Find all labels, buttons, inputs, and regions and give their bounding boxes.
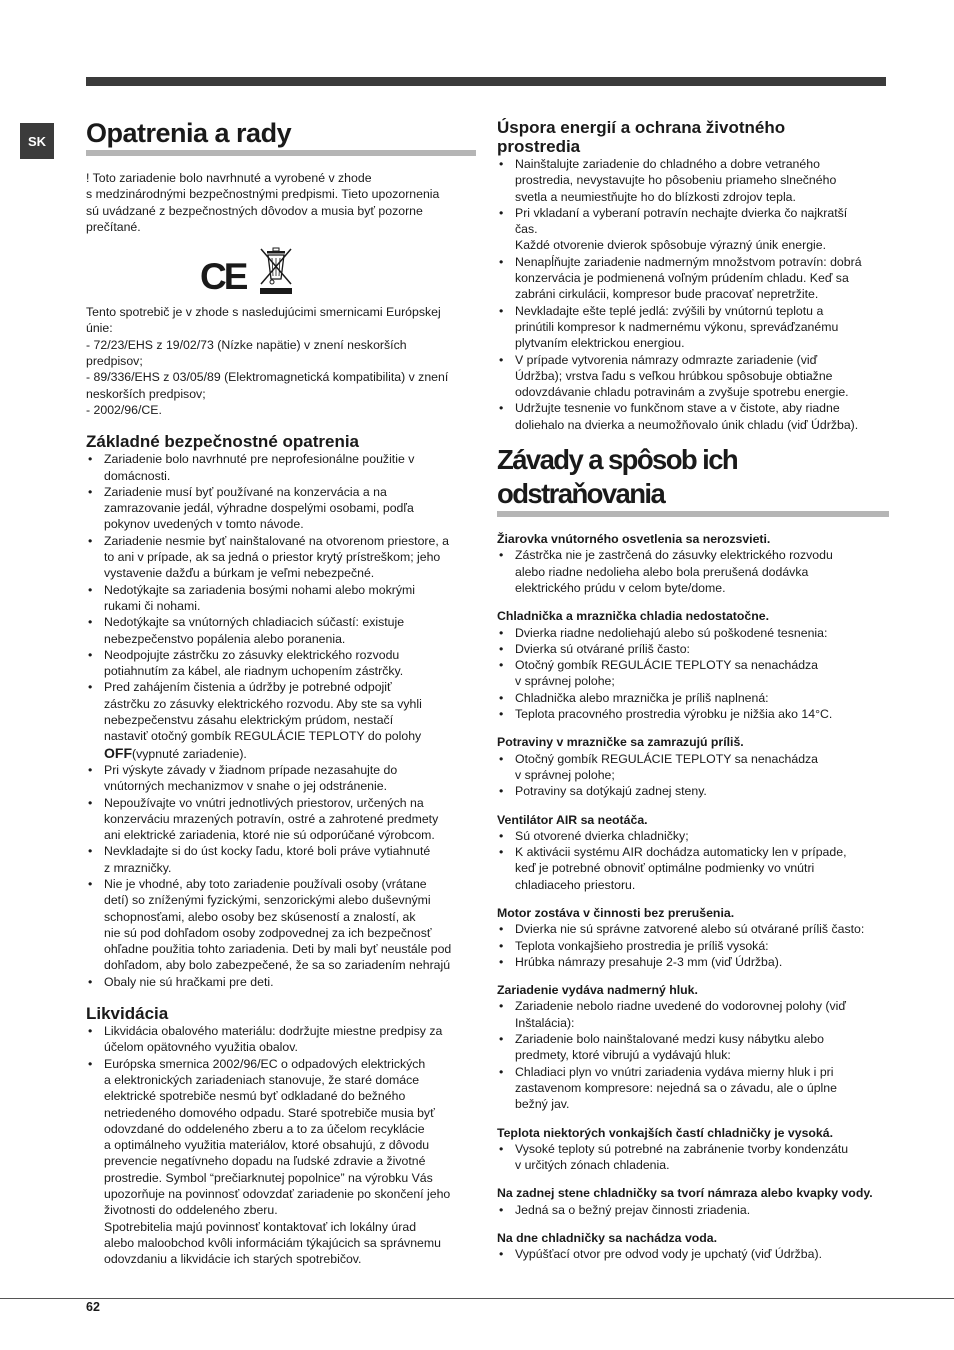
list-item: • Pri vkladaní a vyberaní potravín nechajte dvierka čo najkratší čas. Každé otvorenie dvierok spôsobuje výrazný únik energie. — [497, 205, 889, 254]
list-item: • Dvierka nie sú správne zatvorené alebo sú otvárané príliš často: — [497, 921, 889, 937]
fault-heading: Ventilátor AIR sa neotáča. — [497, 812, 648, 827]
fault-list — [497, 1202, 889, 1218]
list-item: • Hrúbka námrazy presahuje 2-3 mm (viď Údržba). — [497, 954, 889, 970]
intro-text: ! Toto zariadenie bolo navrhnuté a vyrobené v zhode s medzinárodnými bezpečnostnými predpismi. Tieto upozornenia sú uvádzané z bezpečnostných dôvodov a musia byť pozorne prečítané. — [86, 171, 440, 234]
crossed-bin-icon — [258, 246, 294, 296]
top-rule — [86, 77, 886, 86]
fault-heading: Motor zostáva v činnosti bez prerušenia. — [497, 905, 735, 920]
fault-list — [497, 828, 889, 893]
fault-list — [497, 625, 889, 723]
list-item: • Likvidácia obalového materiálu: dodržujte miestne predpisy za účelom opätovného využitia obalov. — [86, 1023, 476, 1056]
list-item: • Dvierka sú otvárané príliš často: — [497, 641, 889, 657]
list-item: • Obaly nie sú hračkami pre deti. — [86, 974, 476, 990]
list-item: • Nepoužívajte vo vnútri jednotlivých priestorov, určených na konzerváciu mrazených potravín, ostré a zahrotené predmety ani elektrické zariadenia, ktoré nie sú odporúčané výrobcom. — [86, 795, 476, 844]
list-item: • Nevkladajte si do úst kocky ľadu, ktoré boli práve vytiahnuté z mrazničky. — [86, 843, 476, 876]
fault-list — [497, 1141, 889, 1174]
faults-title: Závady a spôsob ich odstraňovania — [497, 443, 889, 517]
page-number: 62 — [86, 1300, 100, 1314]
off-label: OFF — [104, 744, 132, 761]
fault-heading: Potraviny v mrazničke sa zamrazujú príliš. — [497, 735, 744, 750]
language-tab: SK — [20, 123, 54, 159]
safety-list — [86, 451, 476, 990]
list-item: • Neodpojujte zástrčku zo zásuvky elektrického rozvodu potiahnutím za kábel, ale riadnym uchopením zástrčky. — [86, 647, 476, 680]
fault-list — [497, 547, 889, 596]
list-item: • Nie je vhodné, aby toto zariadenie používali osoby (vrátane detí) so zníženými fyzickými, senzorickými alebo duševnými schopnosťami, alebo osoby bez skúseností a znalostí, ak nie sú pod dohľadom osoby zodpovednej za ich bezpečnosť ohľadne použitia tohto zariadenia. Deti by mali byť neustále pod dohľadom, aby bolo zabezpečené, že sa so zariadením nehrajú — [86, 876, 476, 974]
list-item: • Európska smernica 2002/96/EC o odpadových elektrických a elektronických zariadeniach stanovuje, že staré domáce elektrické spotrebiče nesmú byť odkladané do bežného netriedeného domového odpadu. Staré spotrebiče musia byť odovzdané do oddeleného zberu a to za účelom recyklácie a optimálneho využitia materiálov, ktoré obsahujú, z dôvodu prevencie negatívneho dopadu na ľudské zdravie a životné prostredie. Symbol “prečiarknutej popolnice” na výrobku Vás upozorňuje na povinnosť odovzdať zariadenie po skončení jeho životnosti do oddeleného zberu. Spotrebitelia majú povinnosť kontaktovať ich lokálny úrad alebo maloobchod kvôli informáciám týkajúcich sa správnemu odovzdaniu a likvidácie ich starých spotrebičov. — [86, 1056, 476, 1268]
list-item: • Dvierka riadne nedoliehajú alebo sú poškodené tesnenia: — [497, 625, 889, 641]
list-item: • Vysoké teploty sú potrebné na zabránenie tvorby kondenzátu v určitých zónach chladenia. — [497, 1141, 889, 1174]
list-item: • Udržujte tesnenie vo funkčnom stave a v čistote, aby riadne doliehalo na dvierka a neumožňovalo únik chladu (viď Údržba). — [497, 400, 889, 433]
list-item: • Chladiaci plyn vo vnútri zariadenia vydáva mierny hluk i pri zastavenom kompresore: nejedná sa o závadu, ale o úplne bežný jav. — [497, 1064, 889, 1113]
list-item: • Sú otvorené dvierka chladničky; — [497, 828, 889, 844]
footer-rule — [0, 1298, 954, 1299]
fault-list — [497, 998, 889, 1112]
list-item: • Otočný gombík REGULÁCIE TEPLOTY sa nenachádza v správnej polohe; — [497, 751, 889, 784]
list-item: • Pred zahájením čistenia a údržby je potrebné odpojiť zástrčku zo zásuvky elektrického rozvodu. Aby ste sa vyhli nebezpečenstvu zásahu elektrickým prúdom, nestačí nastaviť otočný gombík REGULÁCIE TEPLOTY do polohy OFF(vypnuté zariadenie). — [86, 679, 476, 761]
fault-list — [497, 921, 889, 970]
fault-heading: Teplota niektorých vonkajších častí chladničky je vysoká. — [497, 1125, 834, 1140]
list-item: • Teplota vonkajšieho prostredia je príliš vysoká: — [497, 938, 889, 954]
list-item: • Teplota pracovného prostredia výrobku je nižšia ako 14°C. — [497, 706, 889, 722]
fault-list — [497, 751, 889, 800]
disposal-heading: Likvidácia — [86, 1004, 169, 1024]
list-item: • Vypúšťací otvor pre odvod vody je upchatý (viď Údržba). — [497, 1246, 889, 1262]
fault-list — [497, 1246, 889, 1262]
list-item: • Potraviny sa dotýkajú zadnej steny. — [497, 783, 889, 799]
right-column — [497, 118, 889, 1263]
list-item: • Nevkladajte ešte teplé jedlá: zvýšili by vnútornú teplotu a prinútili kompresor k nadmernému výkonu, spreváďzanému plytvaním elektrickou energiou. — [497, 303, 889, 352]
list-item: • Nenapĺňujte zariadenie nadmerným množstvom potravín: dobrá konzervácia je podmienená voľným prúdením chladu. Keď sa zabráni cirkulácii, kompresor bude pracovať nepretržite. — [497, 254, 889, 303]
list-item: • Jedná sa o bežný prejav činnosti zriadenia. — [497, 1202, 889, 1218]
list-item: • Nainštalujte zariadenie do chladného a dobre vetraného prostredia, nevystavujte ho pôsobeniu priameho slnečného svetla a neumiestňujte ho do blízkosti zdrojov tepla. — [497, 156, 889, 205]
compliance-text: Tento spotrebič je v zhode s nasledujúcimi smernicami Európskej únie: - 72/23/EHS z 19/02/73 (Nízke napätie) v znení neskorších predpisov; - 89/336/EHS z 03/05/89 (Elektromagnetická kompatibilita) v znení neskorších predpisov; - 2002/96/CE. — [86, 305, 449, 417]
left-column — [86, 116, 476, 1268]
energy-list — [497, 156, 889, 433]
list-item: • Zástrčka nie je zastrčená do zásuvky elektrického rozvodu alebo riadne nedolieha alebo bola prerušená dodávka elektrického prúdu v celom byte/dome. — [497, 547, 889, 596]
fault-heading: Na dne chladničky sa nachádza voda. — [497, 1231, 718, 1246]
list-item: • K aktivácii systému AIR dochádza automaticky len v prípade, keď je potrebné obnoviť optimálne podmienky vo vnútri chladiaceho priestoru. — [497, 844, 889, 893]
list-item: • Pri výskyte závady v žiadnom prípade nezasahujte do vnútorných mechanizmov v snahe o jej odstránenie. — [86, 762, 476, 795]
list-item: • Nedotýkajte sa vnútorných chladiacich súčastí: existuje nebezpečenstvo popálenia alebo poranenia. — [86, 614, 476, 647]
fault-heading: Na zadnej stene chladničky sa tvorí námraza alebo kvapky vody. — [497, 1186, 873, 1201]
list-item: • Chladnička alebo mraznička je príliš naplnená: — [497, 690, 889, 706]
list-item: • Zariadenie nebolo riadne uvedené do vodorovnej polohy (viď Inštalácia): — [497, 998, 889, 1031]
fault-heading: Zariadenie vydáva nadmerný hluk. — [497, 983, 698, 998]
list-item: • Zariadenie bolo nainštalované medzi kusy nábytku alebo predmety, ktoré vibrujú a vydávajú hluk: — [497, 1031, 889, 1064]
faults-section — [497, 531, 889, 1263]
page-title: Opatrenia a rady — [86, 116, 476, 156]
list-item: • Nedotýkajte sa zariadenia bosými nohami alebo mokrými rukami či nohami. — [86, 582, 476, 615]
list-item: • Zariadenie nesmie byť nainštalované na otvorenom priestore, a to ani v prípade, ak sa jedná o priestor krytý prístreškom; jeho vystavenie dažďu a búrkam je veľmi nebezpečné. — [86, 533, 476, 582]
list-item: • Zariadenie musí byť používané na konzervácia a na zamrazovanie jedál, výhradne dospelými osobami, podľa pokynov uvedených v tomto návode. — [86, 484, 476, 533]
ce-mark: CE — [200, 256, 246, 298]
list-item: • Zariadenie bolo navrhnuté pre neprofesionálne použitie v domácnosti. — [86, 451, 476, 484]
list-item: • Otočný gombík REGULÁCIE TEPLOTY sa nenachádza v správnej polohe; — [497, 657, 889, 690]
disposal-list — [86, 1023, 476, 1267]
energy-heading: Úspora energií a ochrana životného prostredia — [497, 118, 786, 156]
safety-heading: Základné bezpečnostné opatrenia — [86, 432, 360, 452]
fault-heading: Žiarovka vnútorného osvetlenia sa nerozsvieti. — [497, 532, 771, 547]
list-item: • V prípade vytvorenia námrazy odmrazte zariadenie (viď Údržba); vrstva ľadu s veľkou hrúbkou spôsobuje obtiažne odovzdávanie chladu potravinám a zvyšuje spotrebu energie. — [497, 352, 889, 401]
certification-marks — [86, 240, 476, 302]
fault-heading: Chladnička a mraznička chladia nedostatočne. — [497, 609, 769, 624]
